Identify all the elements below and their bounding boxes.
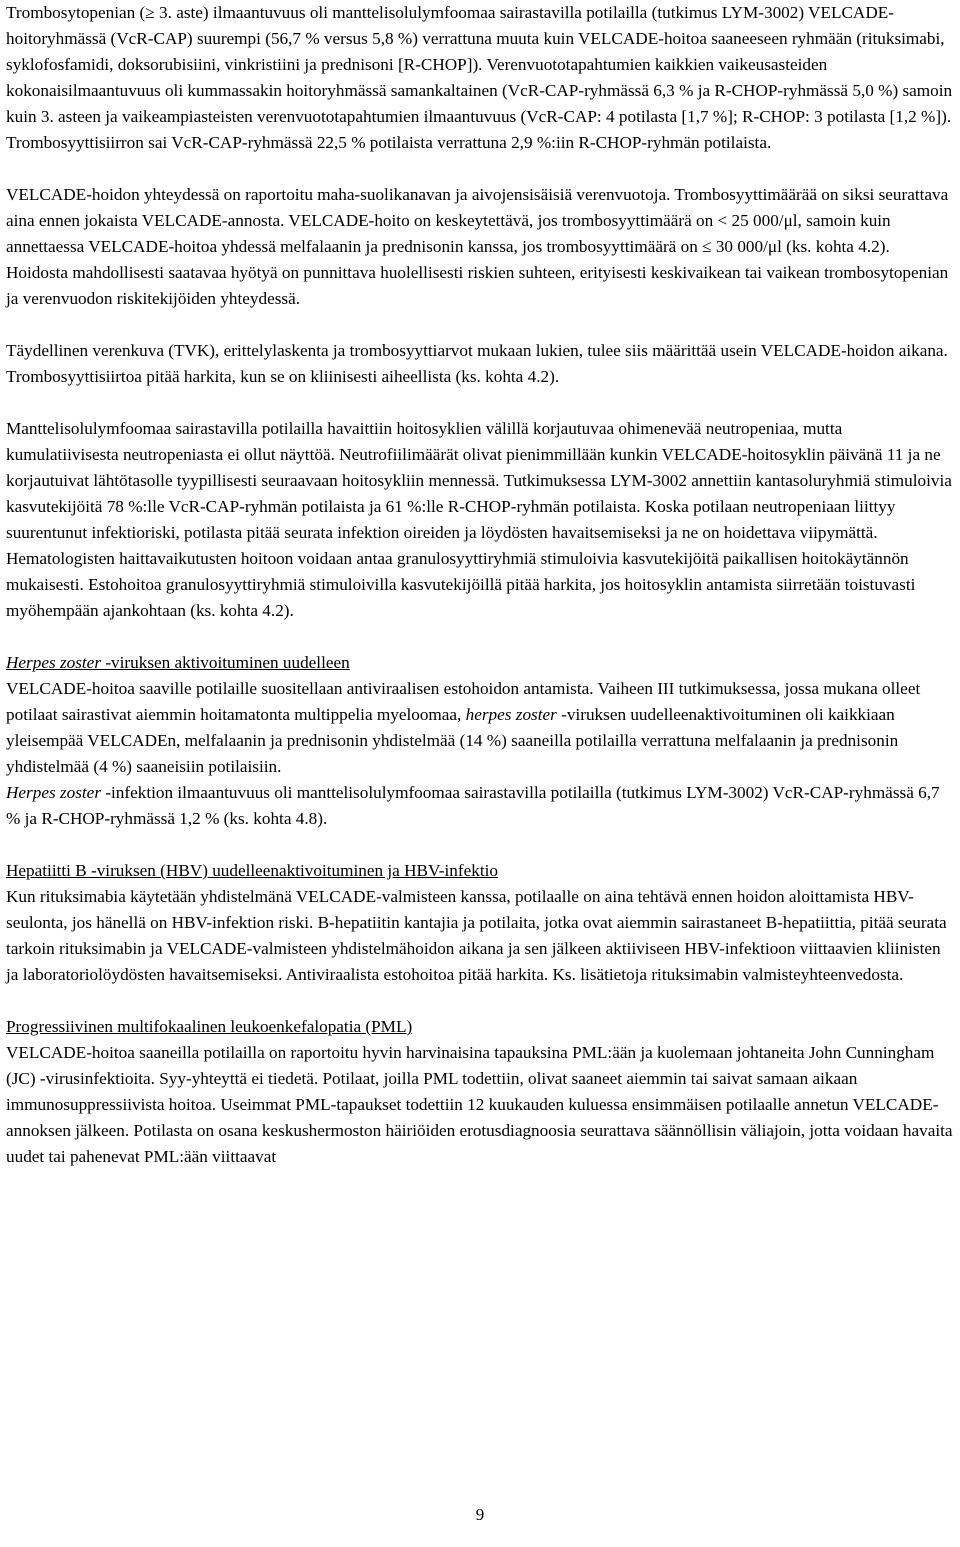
thrombocytopenia-paragraph: Trombosytopenian (≥ 3. aste) ilmaantuvuus oli manttelisolulymfoomaa sairastavilla potilailla (tutkimus LYM-3002) VELCADE-hoitoryhmässä (VcR-CAP) suurempi (56,7 % versus 5,8 %) verrattuna muuta kuin VELCADE-hoitoa saaneeseen ryhmään (rituksimabi, syklofosfamidi, doksorubisiini, vinkristiini ja prednisoni [R-CHOP]). Verenvuototapahtumien kaikkien vaikeusasteiden kokonaisilmaantuvuus oli kummassakin hoitoryhmässä samankaltainen (VcR-CAP-ryhmässä 6,3 % ja R-CHOP-ryhmässä 5,0 %) samoin kuin 3. asteen ja vaikeampiasteisten verenvuototapahtumien ilmaantuvuus (VcR-CAP: 4 potilasta [1,7 %]; R-CHOP: 3 potilasta [1,2 %]). Trombosyyttisiirron sai VcR-CAP-ryhmässä 22,5 % potilaista verrattuna 2,9 %:iin R-CHOP-ryhmän potilaista.	[6, 3, 953, 152]
less-equal-symbol: ≤	[702, 237, 712, 256]
paragraph-gap	[6, 390, 954, 416]
blood-count-paragraph: Täydellinen verenkuva (TVK), erittelylaskenta ja trombosyyttiarvot mukaan lukien, tulee siis määrittää usein VELCADE-hoidon aikana. Trombosyyttisiirtoa pitää harkita, kun se on kliinisesti aiheellista (ks. kohta 4.2).	[6, 341, 948, 386]
paragraph-gap	[6, 832, 954, 858]
herpes-zoster-incidence-paragraph: Herpes zoster -infektion ilmaantuvuus oli manttelisolulymfoomaa sairastavilla potilailla (tutkimus LYM-3002) VcR-CAP-ryhmässä 6,7 % ja R-CHOP-ryhmässä 1,2 % (ks. kohta 4.8).	[6, 783, 940, 828]
paragraph-gap	[6, 988, 954, 1014]
paragraph-gap	[6, 624, 954, 650]
hbv-paragraph: Kun rituksimabia käytetään yhdistelmänä VELCADE-valmisteen kanssa, potilaalle on aina tehtävä ennen hoidon aloittamista HBV-seulonta, jos hänellä on HBV-infektion riski. B-hepatiitin kantajia ja potilaita, jotka ovat aiemmin sairastaneet B-hepatiittia, pitää seurata tarkoin rituksimabin ja VELCADE-valmisteen yhdistelmähoidon aikana ja sen jälkeen aktiiviseen HBV-infektioon viittaavien kliinisten ja laboratoriolöydösten havaitsemiseksi. Antiviraalista estohoitoa pitää harkita. Ks. lisätietoja rituksimabin valmisteyhteenvedosta.	[6, 887, 947, 984]
herpes-zoster-heading: Herpes zoster -viruksen aktivoituminen uudelleen	[6, 653, 350, 672]
pml-paragraph: VELCADE-hoitoa saaneilla potilailla on raportoitu hyvin harvinaisina tapauksina PML:ään ja kuolemaan johtaneita John Cunningham (JC) -virusinfektioita. Syy-yhteyttä ei tiedetä. Potilaat, joilla PML todettiin, olivat saaneet aiemmin tai saivat samaan aikaan immunosuppressiivista hoitoa. Useimmat PML-tapaukset todettiin 12 kuukauden kuluessa ensimmäisen potilaalle annetun VELCADE-annoksen jälkeen. Potilasta on osana keskushermoston häiriöiden erotusdiagnoosia seurattava säännöllisin väliajoin, jotta voidaan havaita uudet tai pahenevat PML:ään viittaavat	[6, 1043, 953, 1166]
bleeding-monitoring-paragraph: VELCADE-hoidon yhteydessä on raportoitu maha-suolikanavan ja aivojensisäisiä verenvuotoja. Trombosyyttimäärää on siksi seurattava aina ennen jokaista VELCADE-annosta. VELCADE-hoito on keskeytettävä, jos trombosyyttimäärä on < 25 000/μl, samoin kuin annettaessa VELCADE-hoitoa yhdessä melfalaanin ja prednisonin kanssa, jos trombosyyttimäärä on ≤ 30 000/μl (ks. kohta 4.2). Hoidosta mahdollisesti saatavaa hyötyä on punnittava huolellisesti riskien suhteen, erityisesti keskivaikean tai vaikean trombosytopenian ja verenvuodon riskitekijöiden yhteydessä.	[6, 185, 949, 308]
paragraph-gap	[6, 156, 954, 182]
document-page	[6, 0, 954, 1170]
greater-equal-symbol: ≥	[145, 3, 155, 22]
pml-heading: Progressiivinen multifokaalinen leukoenkefalopatia (PML)	[6, 1017, 413, 1036]
hbv-heading: Hepatiitti B -viruksen (HBV) uudelleenaktivoituminen ja HBV-infektio	[6, 861, 498, 880]
neutropenia-paragraph: Manttelisolulymfoomaa sairastavilla potilailla havaittiin hoitosyklien välillä korjautuvaa ohimenevää neutropeniaa, mutta kumulatiivisesta neutropeniasta ei ollut näyttöä. Neutrofiilimäärät olivat pienimmillään kunkin VELCADE-hoitosyklin päivänä 11 ja ne korjautuivat lähtötasolle tyypillisesti seuraavaan hoitosykliin mennessä. Tutkimuksessa LYM-3002 annettiin kantasoluryhmiä stimuloivia kasvutekijöitä 78 %:lle VcR-CAP-ryhmän potilaista ja 61 %:lle R-CHOP-ryhmän potilaista. Koska potilaan neutropeniaan liittyy suurentunut infektioriski, potilasta pitää seurata infektion oireiden ja löydösten havaitsemiseksi ja ne on hoidettava viipymättä. Hematologisten haittavaikutusten hoitoon voidaan antaa granulosyyttiryhmiä stimuloivia kasvutekijöitä paikallisen hoitokäytännön mukaisesti. Estohoitoa granulosyyttiryhmiä stimuloivilla kasvutekijöillä pitää harkita, jos hoitosyklin antamista siirretään toistuvasti myöhempään ajankohtaan (ks. kohta 4.2).	[6, 419, 952, 620]
herpes-zoster-paragraph: VELCADE-hoitoa saaville potilaille suositellaan antiviraalisen estohoidon antamista. Vaiheen III tutkimuksessa, jossa mukana olleet potilaat sairastivat aiemmin hoitamatonta multippelia myeloomaa, herpes zoster -viruksen uudelleenaktivoituminen oli kaikkiaan yleisempää VELCADEn, melfalaanin ja prednisonin yhdistelmää (14 %) saaneilla potilailla verrattuna melfalaanin ja prednisonin yhdistelmää (4 %) saaneisiin potilaisiin.	[6, 679, 921, 776]
paragraph-gap	[6, 312, 954, 338]
page-number: 9	[475, 1505, 485, 1524]
